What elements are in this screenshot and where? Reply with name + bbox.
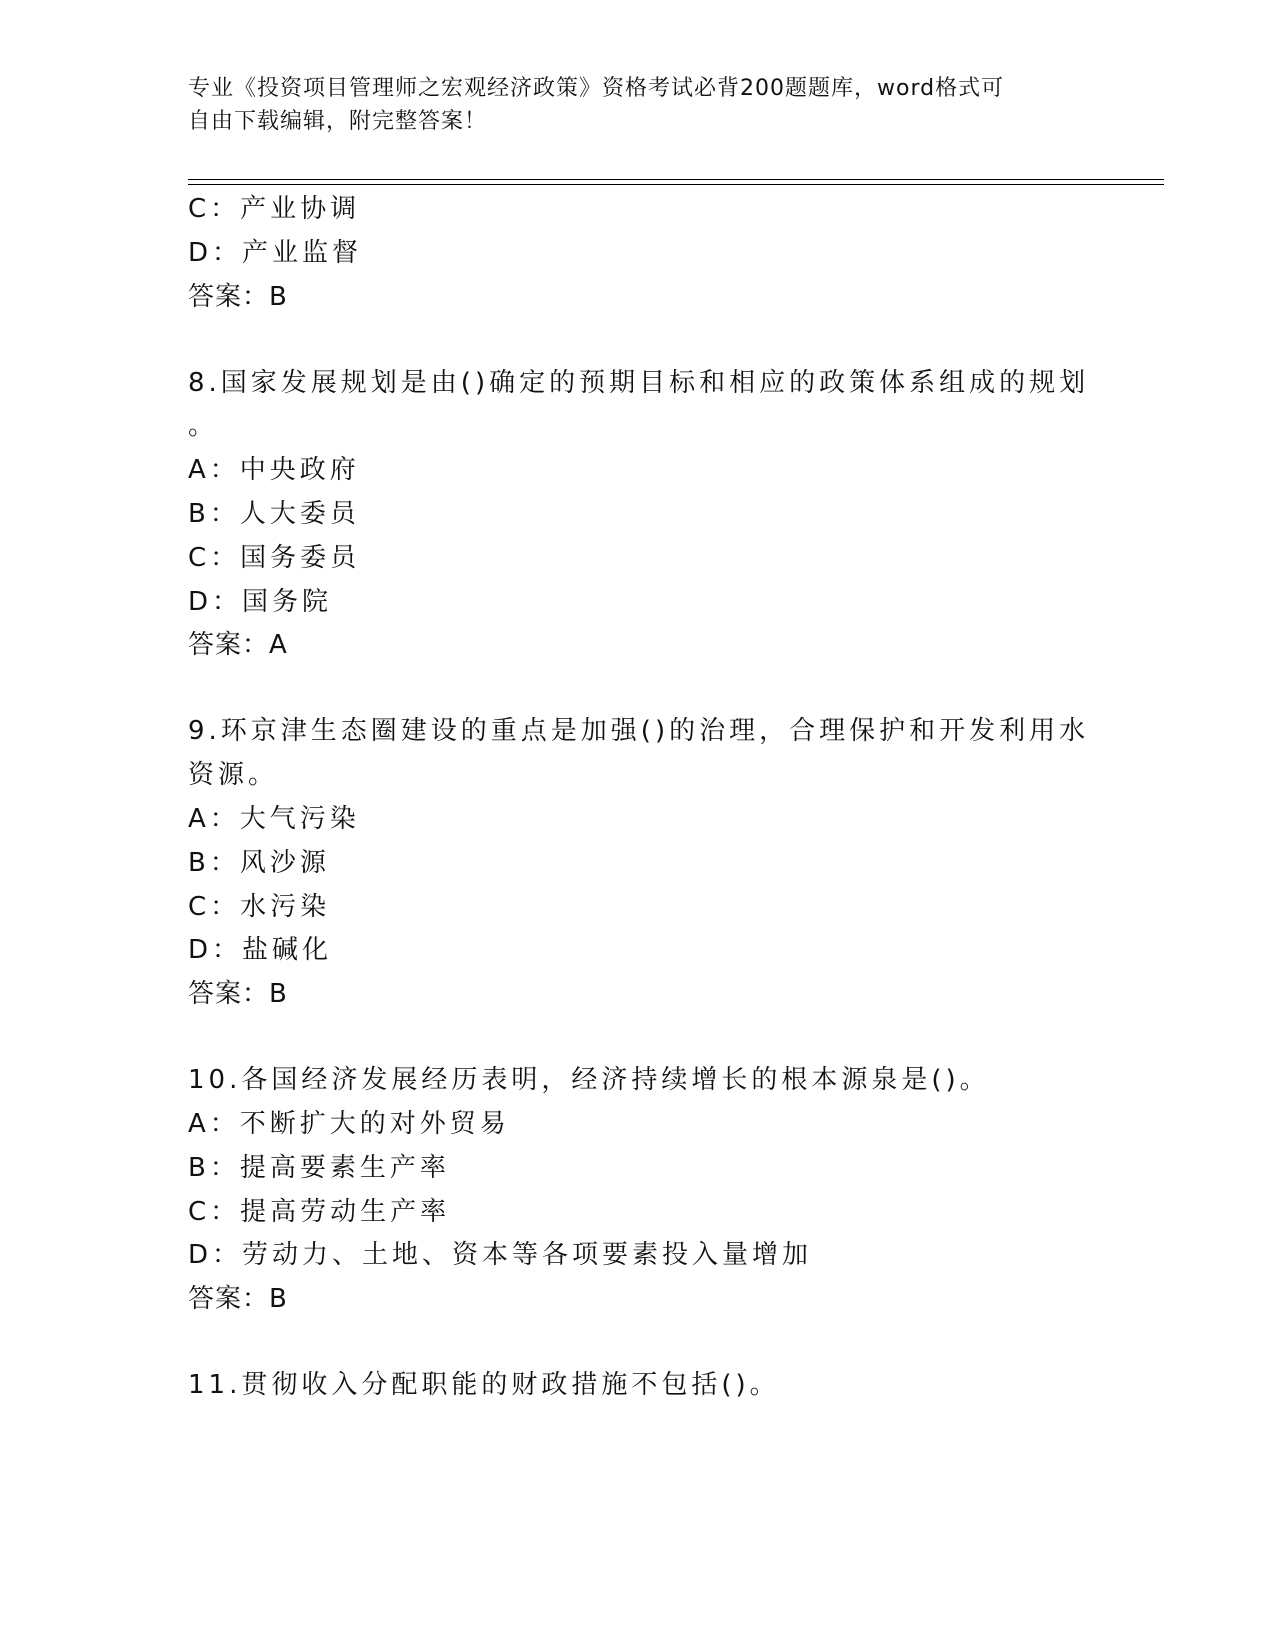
answer-line: 答案：A [188, 630, 288, 660]
question-9-text: 9.环京津生态圈建设的重点是加强()的治理，合理保护和开发利用水 [188, 716, 1090, 746]
option-a: A：中央政府 [188, 455, 360, 485]
answer-line: 答案：B [188, 282, 288, 312]
option-d: D：产业监督 [188, 238, 363, 268]
option-c: C：国务委员 [188, 543, 361, 573]
option-d: D：劳动力、土地、资本等各项要素投入量增加 [188, 1240, 813, 1270]
header-line-1: 专业《投资项目管理师之宏观经济政策》资格考试必背200题题库，word格式可 [188, 76, 1005, 101]
answer-line: 答案：B [188, 1284, 288, 1314]
option-c: C：水污染 [188, 892, 331, 922]
option-b: B：提高要素生产率 [188, 1153, 450, 1183]
question-11-text: 11.贯彻收入分配职能的财政措施不包括()。 [188, 1370, 780, 1400]
document-header [188, 72, 1088, 138]
header-divider-bottom [188, 184, 1164, 185]
option-b: B：风沙源 [188, 848, 330, 878]
answer-line: 答案：B [188, 979, 288, 1009]
question-10-text: 10.各国经济发展经历表明，经济持续增长的根本源泉是()。 [188, 1065, 990, 1095]
header-line-2: 自由下载编辑，附完整答案！ [188, 109, 488, 134]
option-c: C：产业协调 [188, 194, 361, 224]
question-9-text-cont: 资源。 [188, 760, 279, 790]
option-d: D：盐碱化 [188, 935, 333, 965]
option-a: A：大气污染 [188, 804, 360, 834]
option-b: B：人大委员 [188, 499, 360, 529]
option-a: A：不断扩大的对外贸易 [188, 1109, 510, 1139]
option-d: D：国务院 [188, 587, 333, 617]
question-8-text-cont: 。 [188, 411, 219, 441]
option-c: C：提高劳动生产率 [188, 1197, 451, 1227]
question-8-text: 8.国家发展规划是由()确定的预期目标和相应的政策体系组成的规划 [188, 368, 1090, 398]
header-divider-top [188, 179, 1164, 180]
